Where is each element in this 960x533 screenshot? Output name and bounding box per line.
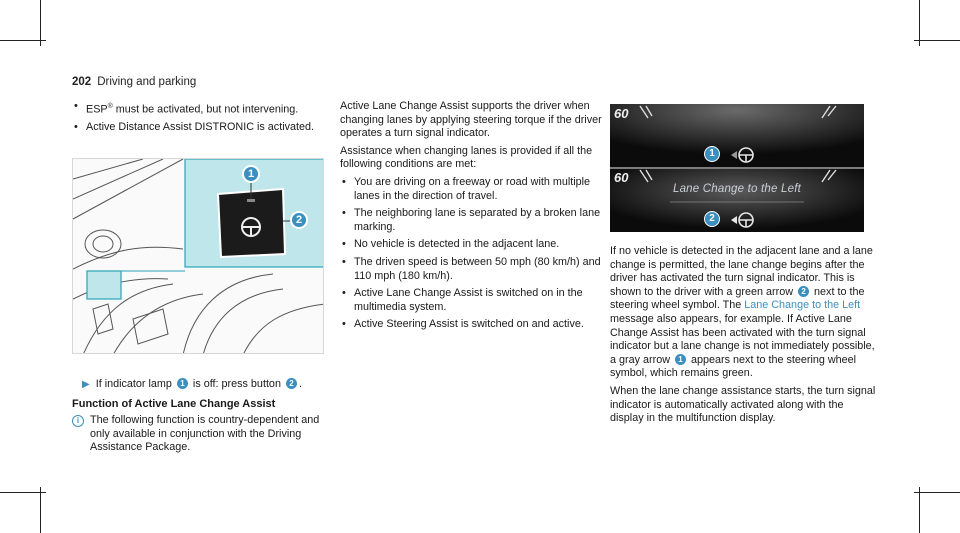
marker-1: 1 (177, 378, 188, 389)
description-paragraph: When the lane change assistance starts, the turn signal indicator is automatically activated along with the display in the multifunction display. (610, 384, 876, 425)
multifunction-display (610, 104, 864, 232)
note-text: The following function is country-dependent and only available in conjunction with the Driving Assistance Package. (90, 414, 320, 454)
conditions-list (340, 176, 602, 332)
action-step: ▶ If indicator lamp 1 is off: press button 2 . (82, 378, 302, 390)
info-icon: i (72, 415, 84, 427)
crop-mark (914, 40, 960, 41)
display-marker-2: 2 (704, 211, 720, 227)
marker-2: 2 (286, 378, 297, 389)
crop-mark (0, 492, 46, 493)
prerequisite-list (72, 100, 324, 135)
crop-mark (919, 487, 920, 533)
page-section-title: Driving and parking (97, 76, 197, 88)
intro-paragraph: Active Lane Change Assist supports the driver when changing lanes by applying steering torque if the driver operates a turn signal indicator. (340, 100, 602, 140)
marker-2: 2 (798, 286, 809, 297)
list-item: • You are driving on a freeway or road with multiple lanes in the direction of travel. (340, 176, 602, 203)
list-item: • The neighboring lane is separated by a broken lane marking. (340, 207, 602, 234)
dashboard-illustration (72, 158, 324, 354)
highlight-button-area (87, 271, 121, 299)
figure-marker-2: 2 (290, 211, 308, 229)
description-paragraph: If no vehicle is detected in the adjacent lane and a lane change is permitted, the lane change begins after the driver has activated the turn signal indicator. This is shown to the driver with a green arrow 2 next to the steering wheel symbol. The Lane Change to the Left message also appears, for example. If Active Lane Change Assist has been activated with the turn signal indicator but a lane change is not immediately possible, a gray arrow 1 appears next to the steering wheel symbol, which remains green. (610, 245, 875, 380)
list-item: • The driven speed is between 50 mph (80 km/h) and 110 mph (180 km/h). (340, 256, 602, 283)
page-number: 202 (72, 76, 92, 88)
column-2 (340, 100, 602, 336)
list-item: • Active Lane Change Assist is switched on in the multimedia system. (340, 287, 602, 314)
page-header (72, 76, 196, 88)
conditions-intro: Assistance when changing lanes is provided if all the following conditions are met: (340, 144, 593, 171)
crop-mark (0, 40, 46, 41)
display-message-reference: Lane Change to the Left (744, 299, 861, 312)
list-item: • No vehicle is detected in the adjacent lane. (340, 238, 602, 252)
lane-change-message: Lane Change to the Left (672, 183, 801, 195)
section-title: Function of Active Lane Change Assist (72, 398, 276, 410)
marker-1: 1 (675, 354, 686, 365)
list-item: • Active Distance Assist DISTRONIC is activated. (72, 121, 324, 135)
speed-readout: 60 (614, 170, 629, 185)
crop-mark (40, 487, 41, 533)
column-3 (610, 245, 876, 430)
display-marker-1: 1 (704, 146, 720, 162)
column-1 (72, 100, 324, 139)
list-item: • Active Steering Assist is switched on and active. (340, 318, 602, 332)
figure-marker-1: 1 (242, 165, 260, 183)
list-item: • ESP® must be activated, but not intervening. (72, 100, 324, 117)
crop-mark (914, 492, 960, 493)
action-arrow-icon: ▶ (82, 379, 90, 390)
info-note (72, 414, 330, 455)
speed-readout: 60 (614, 106, 629, 121)
